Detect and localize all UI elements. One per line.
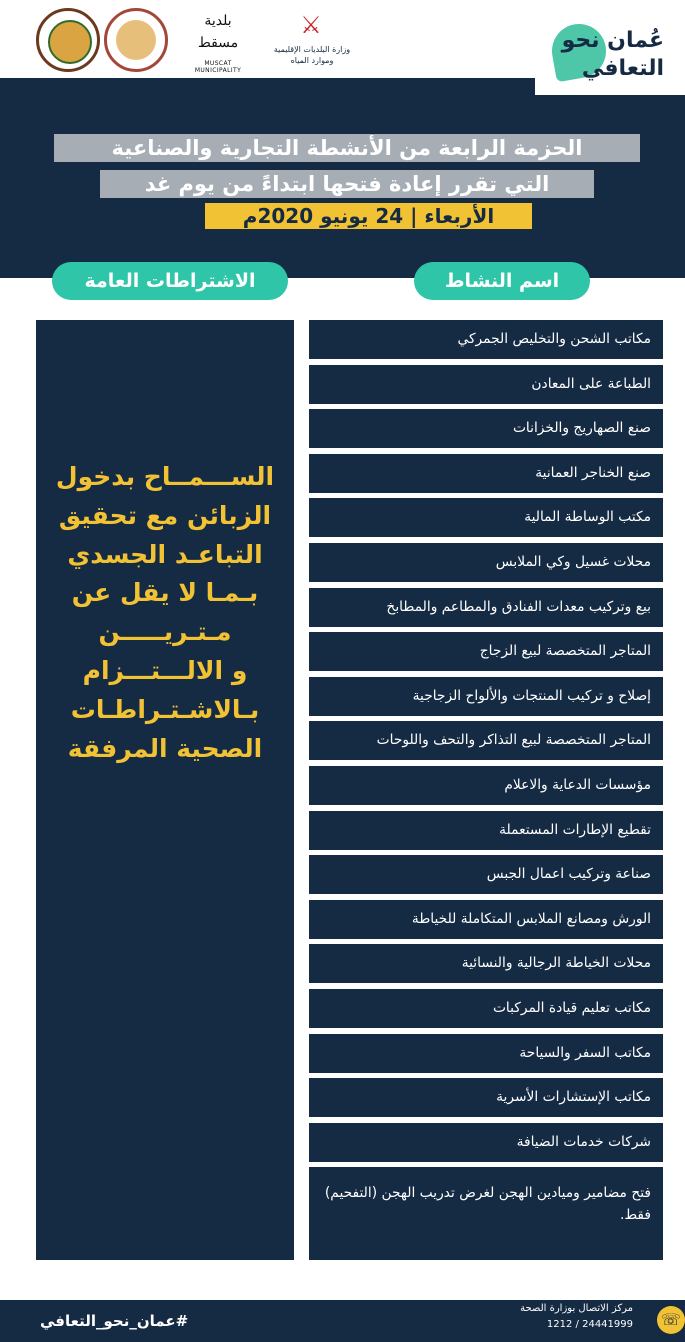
- phone-icon: ☏: [657, 1306, 685, 1334]
- title-line-2: التي تقرر إعادة فتحها ابتداءً من يوم غد: [144, 172, 550, 196]
- muscat-logo-caption: MUSCAT MUNICIPALITY: [194, 60, 242, 74]
- activity-row: محلات الخياطة الرجالية والنسائية: [309, 944, 663, 983]
- footer-hashtag: #عمان_نحو_التعافي: [40, 1312, 189, 1330]
- activity-row: صنع الصهاريج والخزانات: [309, 409, 663, 448]
- activity-row: صناعة وتركيب اعمال الجبس: [309, 855, 663, 894]
- title-line-1: الحزمة الرابعة من الأنشطة التجارية والصناعية: [111, 136, 583, 160]
- oman-emblem-icon: ⚔: [300, 11, 322, 39]
- hotline-label: مركز الاتصال بوزارة الصحة: [520, 1303, 633, 1314]
- activity-column-header: اسم النشاط: [414, 262, 590, 300]
- condition-line: و الالـــتـــزام: [82, 655, 248, 685]
- conditions-column-header: الاشتراطات العامة: [52, 262, 288, 300]
- activity-row: الطباعة على المعادن: [309, 365, 663, 404]
- muscat-municipality-logo: [185, 10, 251, 72]
- condition-line: مـتـريـــــن: [98, 617, 232, 647]
- ministry-caption: وزارة البلديات الإقليمية وموارد المياه: [273, 45, 351, 65]
- muscat-logo-mark: بلدية مسقط: [197, 13, 239, 51]
- activity-row: فتح مضامير وميادين الهجن لغرض تدريب الهجن (التفحيم) فقط.: [309, 1167, 663, 1260]
- activity-row: مكتب الوساطة المالية: [309, 498, 663, 537]
- condition-line: الســـمــاح بدخول: [55, 462, 275, 491]
- activity-row: إصلاح و تركيب المنتجات والألواح الزجاجية: [309, 677, 663, 716]
- condition-line: الصحية المرفقة: [67, 733, 263, 763]
- oman-recovery-brand: [548, 14, 670, 84]
- activity-row: شركات خدمات الضيافة: [309, 1123, 663, 1162]
- activity-row: بيع وتركيب معدات الفنادق والمطاعم والمطابخ: [309, 588, 663, 627]
- activity-row: مكاتب السفر والسياحة: [309, 1034, 663, 1073]
- activity-row: محلات غسيل وكي الملابس: [309, 543, 663, 582]
- activity-row: مؤسسات الدعاية والاعلام: [309, 766, 663, 805]
- condition-line: بـالاشـتـراطـات: [70, 694, 260, 724]
- municipal-seal-logo: [36, 8, 100, 72]
- activity-row: تقطيع الإطارات المستعملة: [309, 811, 663, 850]
- condition-line: التباعـد الجسدي: [67, 539, 263, 569]
- condition-line: بـمـا لا يقل عن: [71, 578, 259, 608]
- ministry-logo: [262, 10, 362, 72]
- title-date: الأربعاء | 24 يونيو 2020م: [242, 204, 495, 228]
- activity-row: المتاجر المتخصصة لبيع الزجاج: [309, 632, 663, 671]
- conditions-text: [36, 458, 294, 768]
- condition-line: الزبائن مع تحقيق: [58, 500, 272, 530]
- activity-row: الورش ومصانع الملابس المتكاملة للخياطة: [309, 900, 663, 939]
- activity-row: مكاتب الإستشارات الأسرية: [309, 1078, 663, 1117]
- hotline-numbers: 1212 / 24441999: [546, 1319, 633, 1330]
- activity-row: صنع الخناجر العمانية: [309, 454, 663, 493]
- brand-line-2: التعافي: [581, 56, 664, 81]
- activity-row: المتاجر المتخصصة لبيع التذاكر والتحف واللوحات: [309, 721, 663, 760]
- activity-row: مكاتب تعليم قيادة المركبات: [309, 989, 663, 1028]
- activity-row: مكاتب الشحن والتخليص الجمركي: [309, 320, 663, 359]
- governorate-seal-logo: [104, 8, 168, 72]
- brand-line-1: عُمان نحو: [561, 28, 664, 53]
